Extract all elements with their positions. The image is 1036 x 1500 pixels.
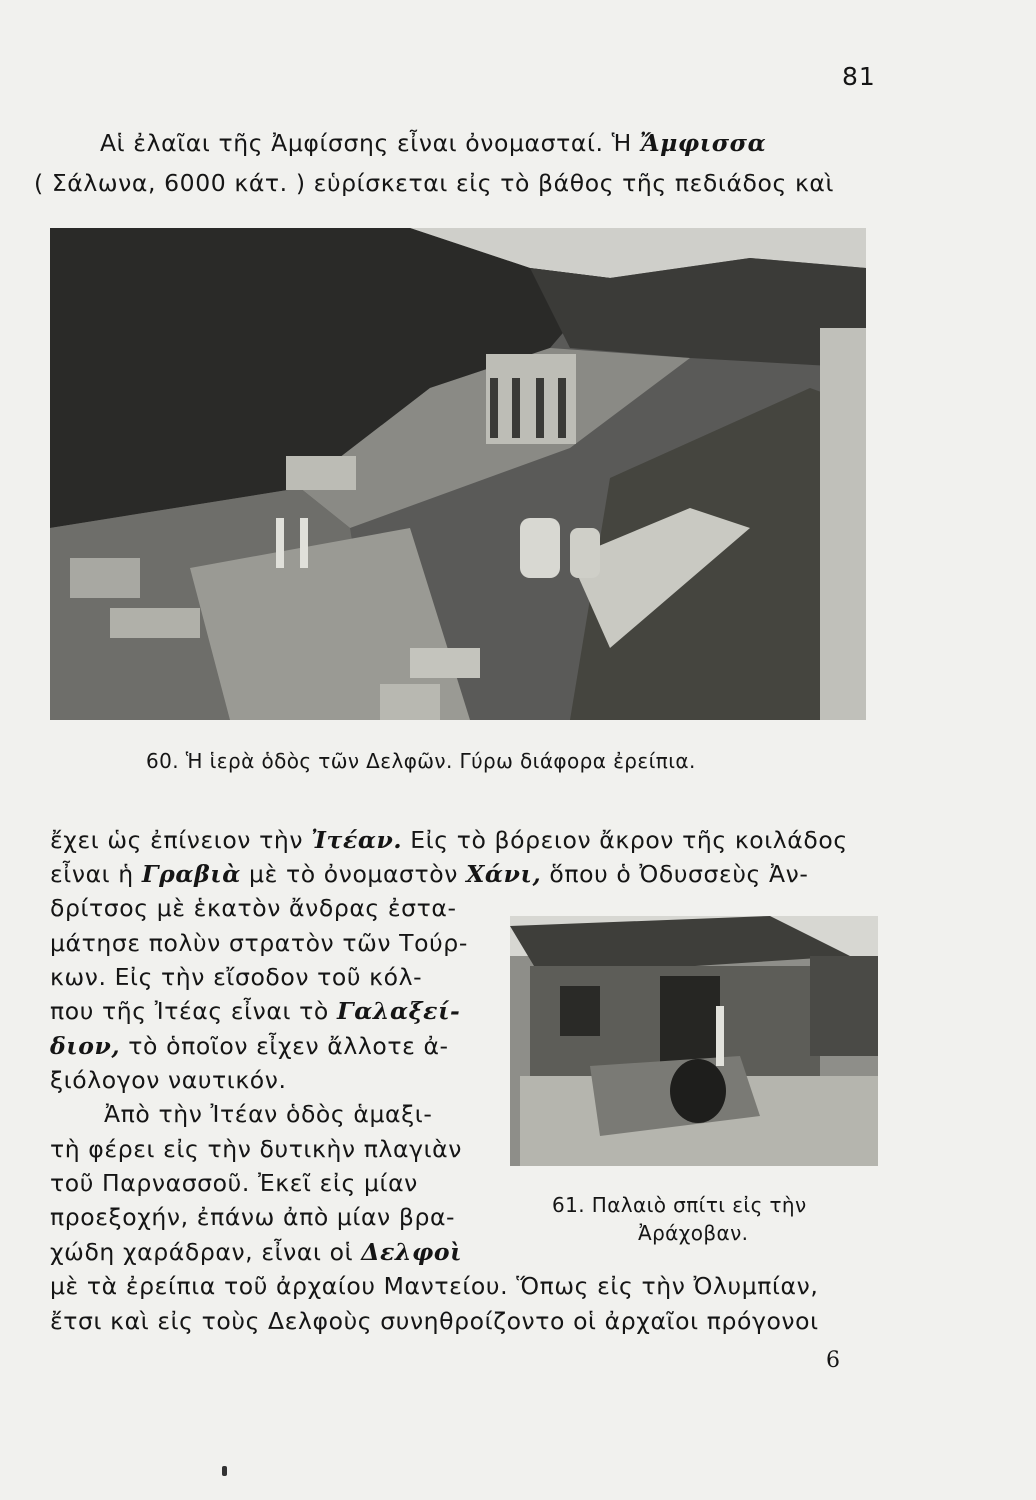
body-line-2 xyxy=(50,859,809,889)
figure-61-caption-line-2: Ἀράχοβαν. xyxy=(638,1221,749,1245)
body-line-12: προεξοχήν, ἐπάνω ἀπὸ μίαν βρα- xyxy=(50,1203,456,1231)
emphasis-hani: Χάνι, xyxy=(466,860,542,888)
intro-line-2: ( Σάλωνα, 6000 κάτ. ) εὑρίσκεται εἰς τὸ βάθος τῆς πεδιάδος καὶ xyxy=(34,169,835,197)
body-line-9: Ἀπὸ τὴν Ἰτέαν ὁδὸς ἁμαξι- xyxy=(104,1100,433,1128)
figure-61-photo xyxy=(510,916,878,1166)
body-line-2-a: εἶναι ἡ xyxy=(50,860,134,888)
emphasis-galaxeidion: Γαλαξεί- xyxy=(336,997,461,1025)
emphasis-itean: Ἰτέαν. xyxy=(311,826,403,854)
figure-61-caption-line-1: 61. Παλαιὸ σπίτι εἰς τὴν xyxy=(552,1193,807,1217)
emphasis-gravia: Γραβιὰ xyxy=(141,860,241,888)
body-line-13-a: χώδη χαράδραν, εἶναι οἱ xyxy=(50,1238,354,1266)
body-line-4: μάτησε πολὺν στρατὸν τῶν Τούρ- xyxy=(50,929,468,957)
body-line-14: μὲ τὰ ἐρείπια τοῦ ἀρχαίου Μαντείου. Ὅπως εἰς τὴν Ὀλυμπίαν, xyxy=(50,1272,819,1300)
body-line-2-e: ὅπου ὁ Ὀδυσσεὺς Ἀν- xyxy=(549,860,809,888)
intro-line-1-text: Αἱ ἐλαῖαι τῆς Ἀμφίσσης εἶναι ὀνομασταί. Ἡ xyxy=(100,129,632,157)
emphasis-dion: διον, xyxy=(50,1032,121,1060)
body-line-3: δρίτσος μὲ ἑκατὸν ἄνδρας ἐστα- xyxy=(50,894,457,922)
body-line-1-a: ἔχει ὡς ἐπίνειον τὴν xyxy=(50,826,304,854)
emphasis-amfissa: Ἄμφισσα xyxy=(639,129,767,157)
intro-line-1 xyxy=(100,128,766,158)
body-line-5: κων. Εἰς τὴν εἴσοδον τοῦ κόλ- xyxy=(50,963,423,991)
figure-60-photo xyxy=(50,228,866,720)
old-house-arachova-image xyxy=(510,916,878,1166)
figure-60-caption: 60. Ἡ ἱερὰ ὁδὸς τῶν Δελφῶν. Γύρω διάφορα ἐρείπια. xyxy=(146,749,696,773)
body-line-1-c: Εἰς τὸ βόρειον ἄκρον τῆς κοιλάδος xyxy=(410,826,848,854)
body-line-1 xyxy=(50,825,848,855)
body-line-11: τοῦ Παρνασσοῦ. Ἐκεῖ εἰς μίαν xyxy=(50,1169,418,1197)
body-line-8: ξιόλογον ναυτικόν. xyxy=(50,1066,287,1094)
body-line-7-b: τὸ ὁποῖον εἶχεν ἄλλοτε ἀ- xyxy=(128,1032,449,1060)
body-line-10: τὴ φέρει εἰς τὴν δυτικὴν πλαγιὰν xyxy=(50,1135,462,1163)
ink-speck xyxy=(222,1466,227,1476)
body-line-6-a: που τῆς Ἰτέας εἶναι τὸ xyxy=(50,997,329,1025)
emphasis-delfoi: Δελφοὶ xyxy=(361,1238,463,1266)
body-line-2-c: μὲ τὸ ὀνομαστὸν xyxy=(249,860,459,888)
body-line-7 xyxy=(50,1031,449,1061)
delphi-sacred-way-image xyxy=(50,228,866,720)
page-number: 81 xyxy=(842,62,876,91)
body-line-15: ἔτσι καὶ εἰς τοὺς Δελφοὺς συνηθροίζοντο οἱ ἀρχαῖοι πρόγονοι xyxy=(50,1307,819,1335)
body-line-13 xyxy=(50,1237,462,1267)
signature-mark: 6 xyxy=(826,1348,840,1373)
body-line-6 xyxy=(50,996,460,1026)
